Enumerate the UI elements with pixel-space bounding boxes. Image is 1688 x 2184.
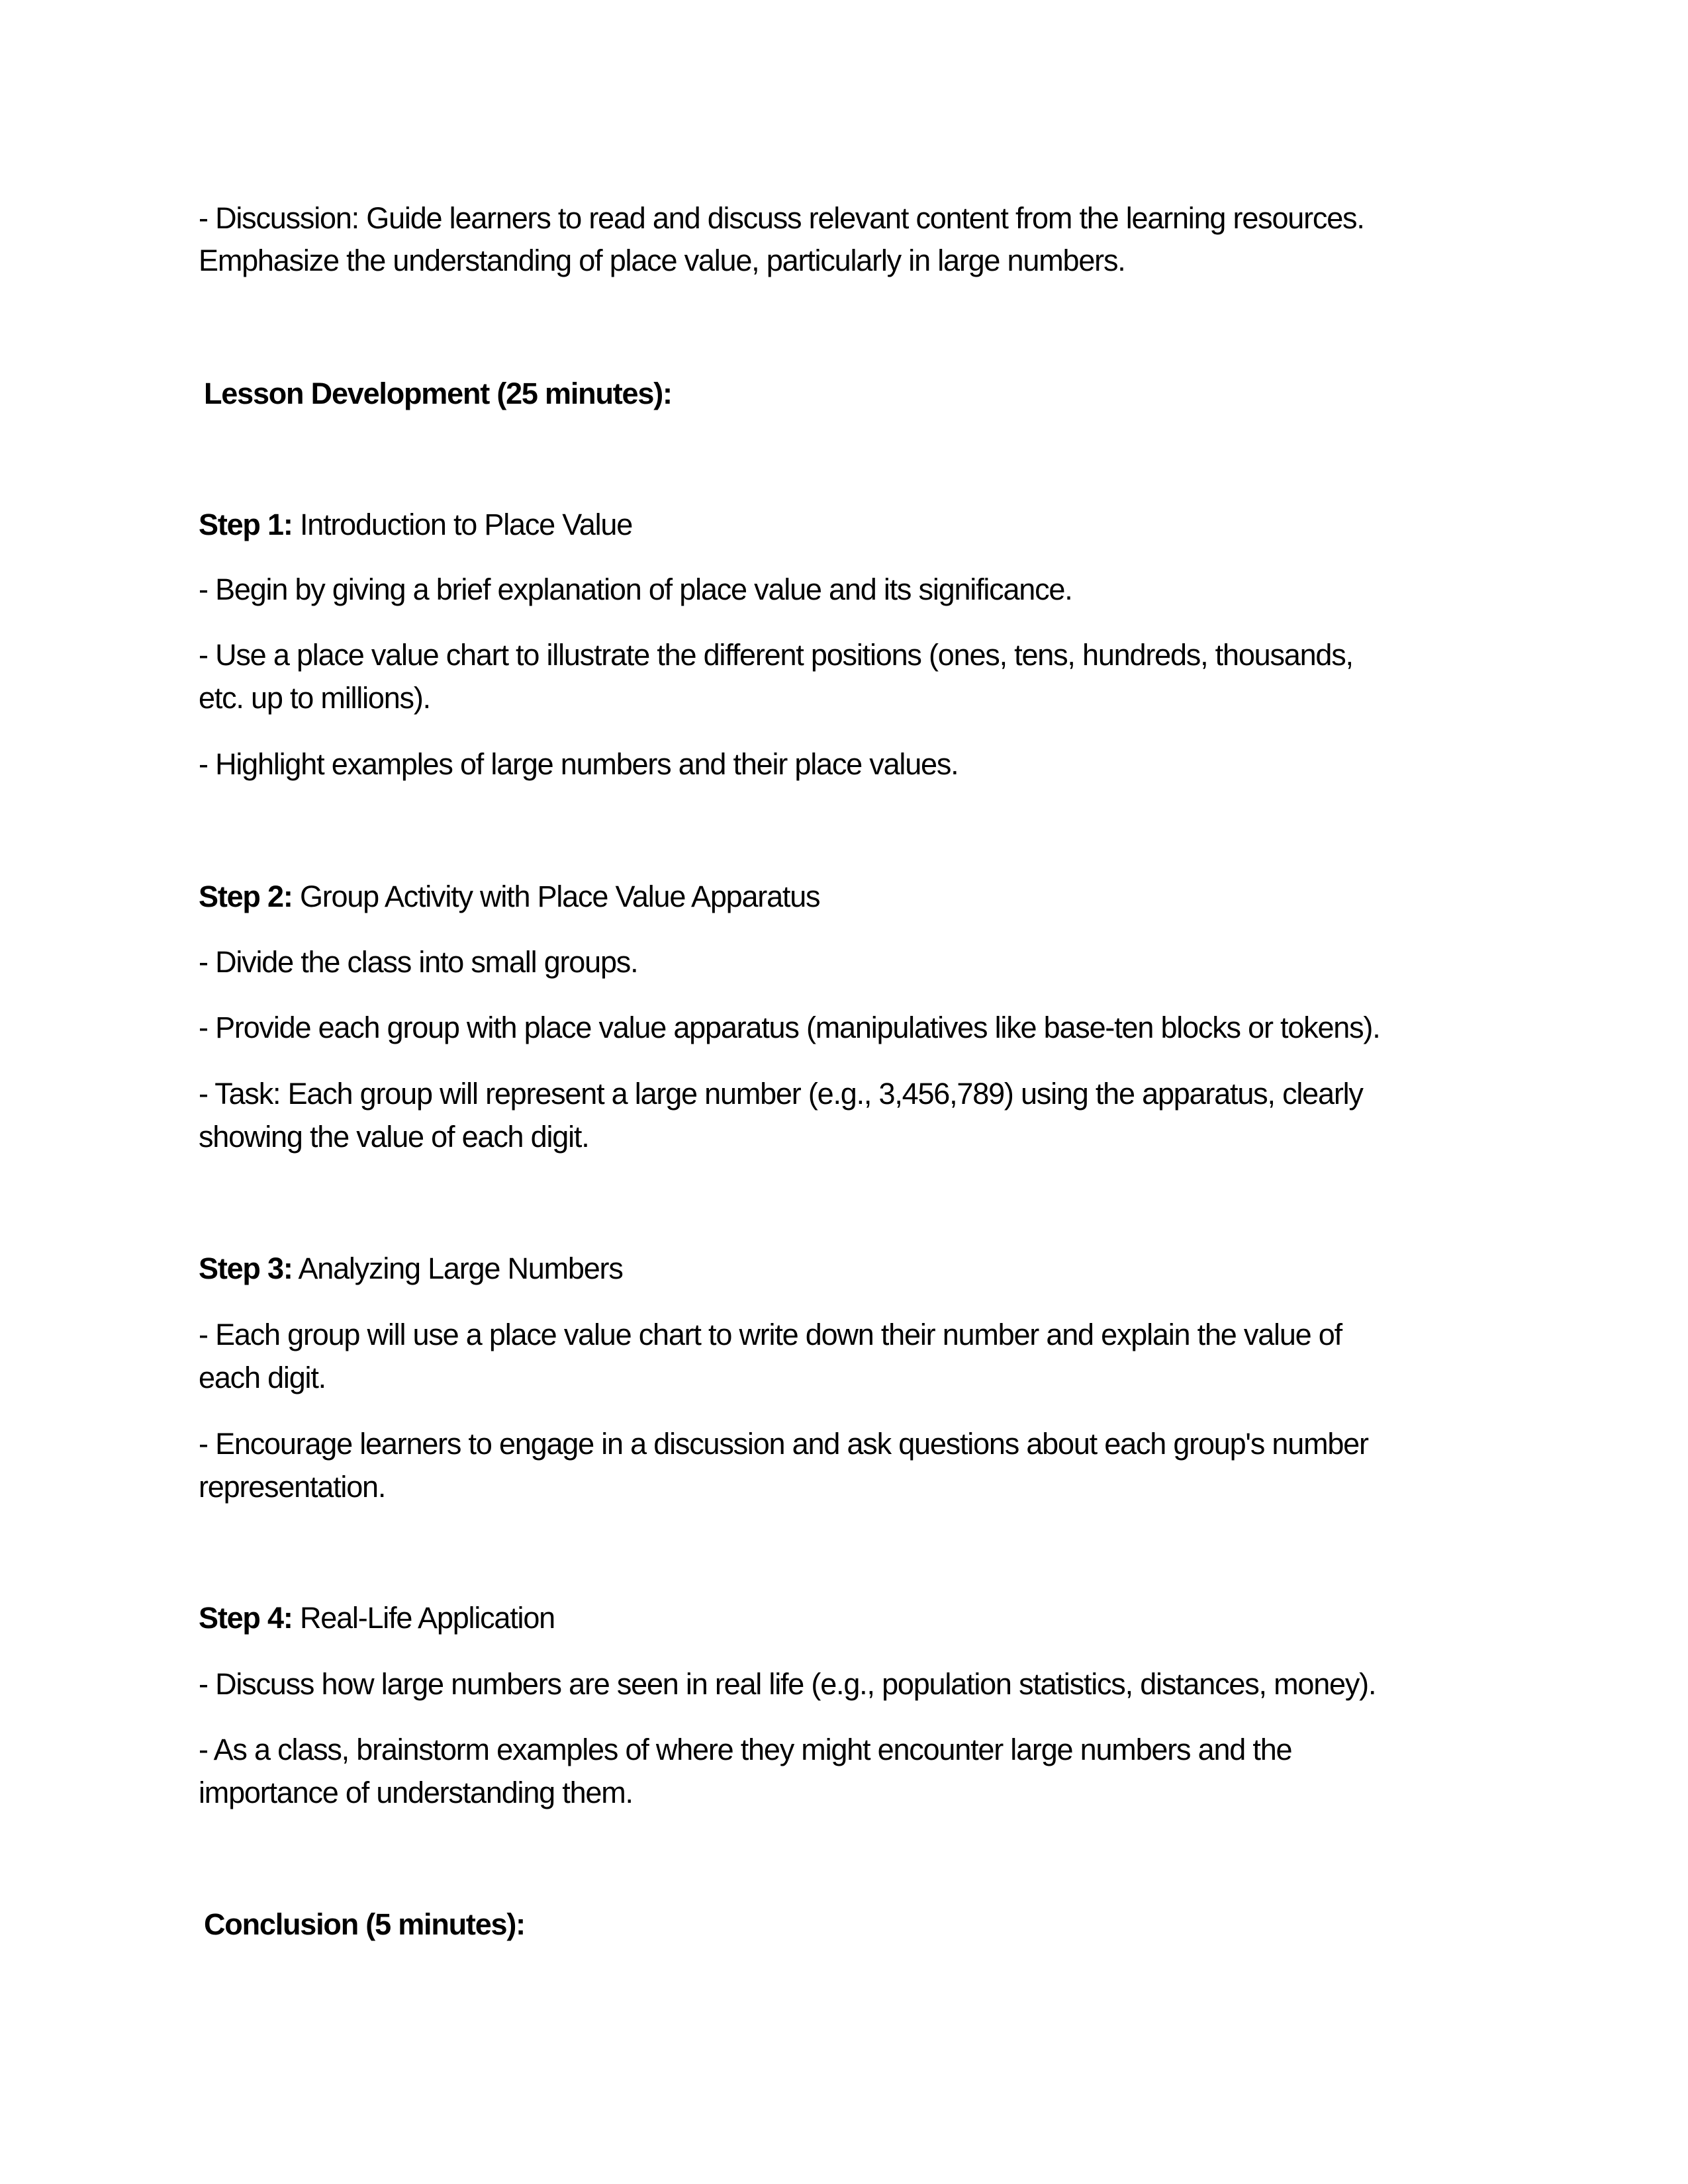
discussion-line-2: Emphasize the understanding of place value, particularly in large numbers. — [199, 244, 1125, 277]
step-1-heading — [199, 505, 632, 545]
step-4-title: Real-Life Application — [292, 1601, 555, 1635]
step-4-label: Step 4: — [199, 1601, 293, 1635]
step-3-bullet-1-cont: each digit. — [199, 1361, 326, 1394]
conclusion-heading: Conclusion (5 minutes): — [204, 1907, 525, 1941]
step-1-title: Introduction to Place Value — [292, 508, 633, 541]
step-2-bullet-3-cont: showing the value of each digit. — [199, 1120, 589, 1154]
step-4-bullet-1: - Discuss how large numbers are seen in real life (e.g., population statistics, distances, money). — [199, 1667, 1376, 1701]
step-3-heading — [199, 1249, 623, 1289]
step-1-label: Step 1: — [199, 508, 293, 541]
step-2-bullet-3: - Task: Each group will represent a large number (e.g., 3,456,789) using the apparatus, clearly — [199, 1077, 1363, 1111]
step-2-title: Group Activity with Place Value Apparatus — [292, 880, 820, 913]
step-1-bullet-2: - Use a place value chart to illustrate the different positions (ones, tens, hundreds, thousands, — [199, 638, 1353, 672]
step-4-bullet-2-cont: importance of understanding them. — [199, 1776, 633, 1809]
step-4-bullet-2: - As a class, brainstorm examples of where they might encounter large numbers and the — [199, 1733, 1292, 1766]
step-3-bullet-2: - Encourage learners to engage in a discussion and ask questions about each group's number — [199, 1427, 1368, 1461]
step-3-bullet-1: - Each group will use a place value chart to write down their number and explain the value of — [199, 1318, 1342, 1351]
step-3-bullet-2-cont: representation. — [199, 1470, 386, 1504]
step-3-title: Analyzing Large Numbers — [292, 1251, 623, 1285]
step-1-bullet-3: - Highlight examples of large numbers and their place values. — [199, 747, 959, 781]
lesson-development-heading: Lesson Development (25 minutes): — [204, 377, 672, 410]
step-2-heading — [199, 877, 820, 917]
step-4-heading — [199, 1598, 555, 1638]
step-1-bullet-1: - Begin by giving a brief explanation of place value and its significance. — [199, 572, 1072, 606]
step-3-label: Step 3: — [199, 1251, 293, 1285]
step-2-bullet-1: - Divide the class into small groups. — [199, 945, 638, 979]
step-2-bullet-2: - Provide each group with place value apparatus (manipulatives like base-ten blocks or tokens). — [199, 1011, 1380, 1044]
step-2-label: Step 2: — [199, 880, 293, 913]
discussion-line-1: - Discussion: Guide learners to read and discuss relevant content from the learning resources. — [199, 201, 1364, 235]
step-1-bullet-2-cont: etc. up to millions). — [199, 681, 430, 715]
